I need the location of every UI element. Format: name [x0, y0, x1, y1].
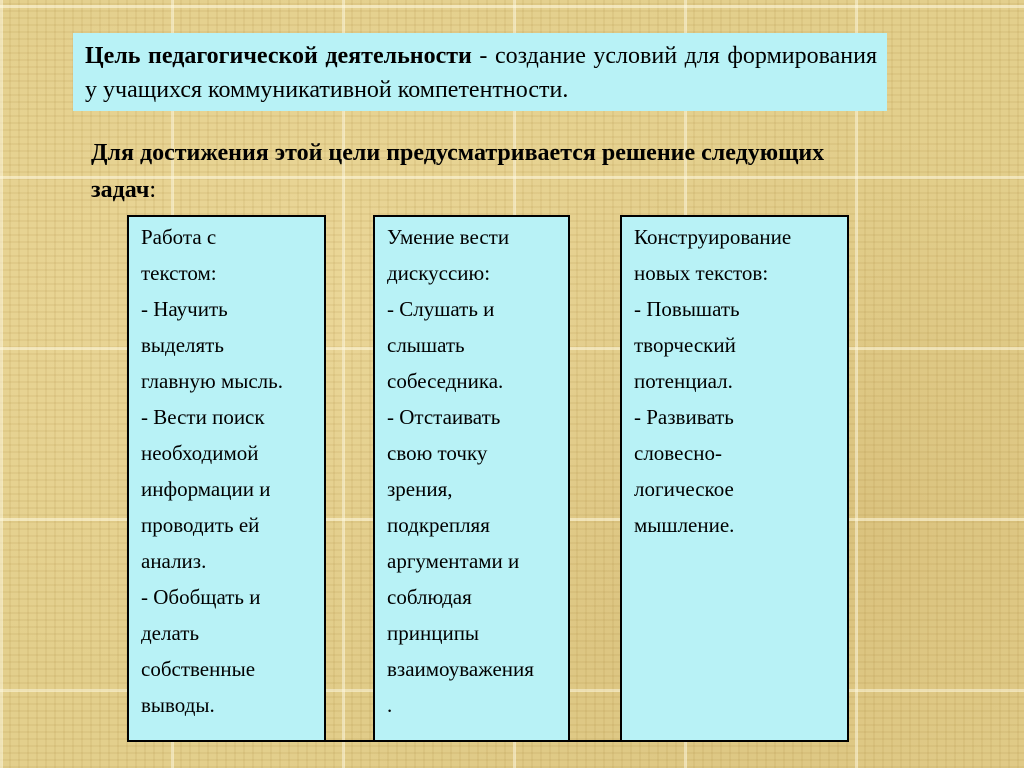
tasks-heading: [91, 135, 851, 209]
goal-separator: -: [471, 43, 495, 69]
tasks-heading-colon: :: [149, 177, 157, 203]
goal-description: создание условий для формирования у учащихся коммуникативной компетентности.: [85, 43, 877, 103]
goal-statement-box: [73, 33, 887, 111]
task-card-text-construction: Конструирование новых текстов: - Повышать творческий потенциал. - Развивать словесно- логическое мышление.: [620, 215, 849, 742]
tasks-heading-text: Для достижения этой цели предусматривается решение следующих задач: [91, 140, 825, 203]
task-card-text-work: Работа с текстом: - Научить выделять главную мысль. - Вести поиск необходимой информации и проводить ей анализ. - Обобщать и делать собственные выводы.: [127, 215, 326, 742]
goal-label: Цель педагогической деятельности: [85, 43, 472, 69]
task-card-discussion: Умение вести дискуссию: - Слушать и слышать собеседника. - Отстаивать свою точку зрения, подкрепляя аргументами и соблюдая принципы взаимоуважения .: [373, 215, 570, 742]
